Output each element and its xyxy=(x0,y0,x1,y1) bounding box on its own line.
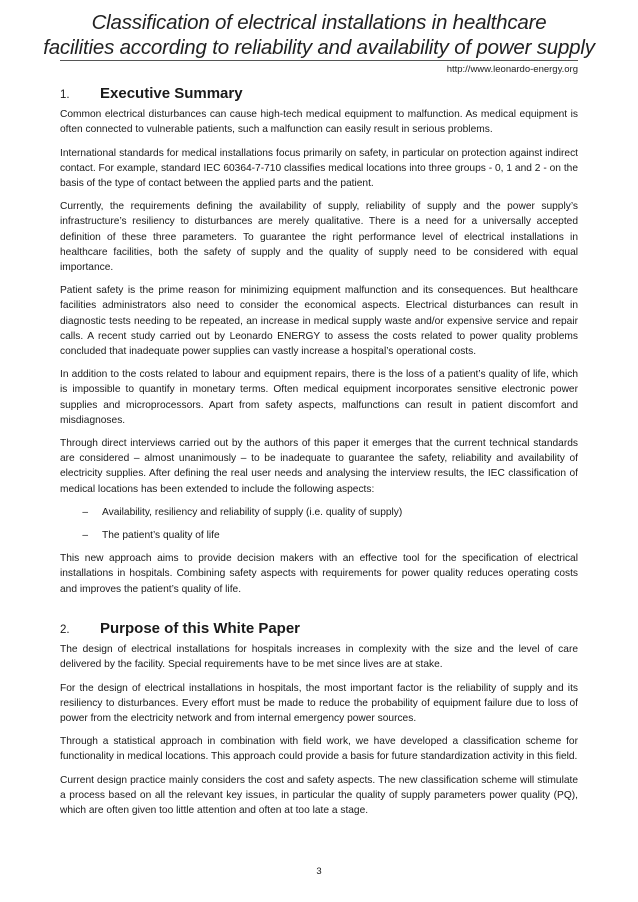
paragraph: In addition to the costs related to labour and equipment repairs, there is the loss of a patient’s quality of life, which is impossible to quantify in monetary terms. Often medical equipment incorporates sensitive electronic power supplies and microprocessors. Apart from safety aspects, malfunctions can result in patient discomfort and misdiagnoses. xyxy=(60,369,578,426)
document-title-line-1: Classification of electrical installations in healthcare xyxy=(91,11,547,34)
bullet-text: Availability, resiliency and reliability of supply (i.e. quality of supply) xyxy=(102,506,403,518)
document-body xyxy=(60,86,578,826)
bullet-marker: – xyxy=(82,530,88,542)
bullet-list xyxy=(60,505,578,543)
paragraph: The design of electrical installations for hospitals increases in complexity with the size and the level of care delivered by the facility. Special requirements have to be met since lives are at stake. xyxy=(60,644,578,671)
section-heading-executive-summary xyxy=(60,86,578,103)
paragraph: Through a statistical approach in combination with field work, we have developed a classification scheme for functionality in medical locations. This approach could provide a basis for future standardization activity in this field. xyxy=(60,736,578,763)
paragraph: For the design of electrical installations in hospitals, the most important factor is the reliability of supply and its resiliency to disturbances. Every effort must be made to reduce the probability of equipment failure due to loss of power from the electricity network and from internal emergency power sources. xyxy=(60,682,578,724)
paragraph: International standards for medical installations focus primarily on safety, in particular on protection against indirect contact. For example, standard IEC 60364-7-710 classifies medical locations into three groups - 0, 1 and 2 - on the basis of the type of contact between the applied parts and the patient. xyxy=(60,147,578,190)
section-heading-purpose xyxy=(60,621,578,638)
bullet-item xyxy=(60,505,578,520)
paragraph: Patient safety is the prime reason for minimizing equipment malfunction and its consequences. But healthcare facilities administrators also need to consider the economical aspects. Electrical disturbances can result in diagnostic tests needing to be repeated, an increase in medical supply waste and/or expensive service and repair calls. A recent study carried out by Leonardo ENERGY to assess the costs related to power quality problems concluded that inadequate power supplies can vastly increase a hospital’s operational costs. xyxy=(60,285,578,358)
section-number: 2. xyxy=(60,623,70,636)
bullet-marker: – xyxy=(82,506,88,518)
section-number: 1. xyxy=(60,89,70,101)
section-title: Executive Summary xyxy=(100,85,243,102)
document-title xyxy=(40,10,598,60)
bullet-item xyxy=(60,528,578,543)
section-spacer xyxy=(60,605,578,621)
paragraph: Common electrical disturbances can cause high-tech medical equipment to malfunction. As medical equipment is often connected to vulnerable patients, such a malfunction can easily result in serious problems. xyxy=(60,109,578,136)
website-url[interactable]: http://www.leonardo-energy.org xyxy=(446,64,578,75)
paragraph: Currently, the requirements defining the availability of supply, reliability of supply and the power supply’s infrastructure’s resiliency to disturbances are merely qualitative. There is a need for a universally accepted definition of these three parameters. To guarantee the right performance level of electrical installations in healthcare facilities, both the safety of supply and the quality of supply need to be considered with equal importance. xyxy=(60,201,578,274)
page-number: 3 xyxy=(316,866,322,877)
paragraph: Current design practice mainly considers the cost and safety aspects. The new classification scheme will stimulate a process based on all the relevant key issues, in particular the quality of supply parameters power quality (PQ), which are often given too little attention and often at too late a stage. xyxy=(60,774,578,816)
paragraph: This new approach aims to provide decision makers with an effective tool for the specification of electrical installations in hospitals. Combining safety aspects with requirements for power quality reduces operating costs and improves the patient’s quality of life. xyxy=(60,553,578,595)
document-title-line-2: facilities according to reliability and availability of power supply xyxy=(43,36,595,59)
section-title: Purpose of this White Paper xyxy=(100,619,301,637)
bullet-text: The patient’s quality of life xyxy=(102,530,220,542)
title-divider xyxy=(60,60,578,61)
paragraph: Through direct interviews carried out by the authors of this paper it emerges that the current technical standards are considered – almost unanimously – to be inadequate to guarantee the safety, reliability and availability of electricity supplies. After defining the real user needs and analysing the interview results, the IEC classification of medical locations has been extended to include the following aspects: xyxy=(60,438,578,495)
